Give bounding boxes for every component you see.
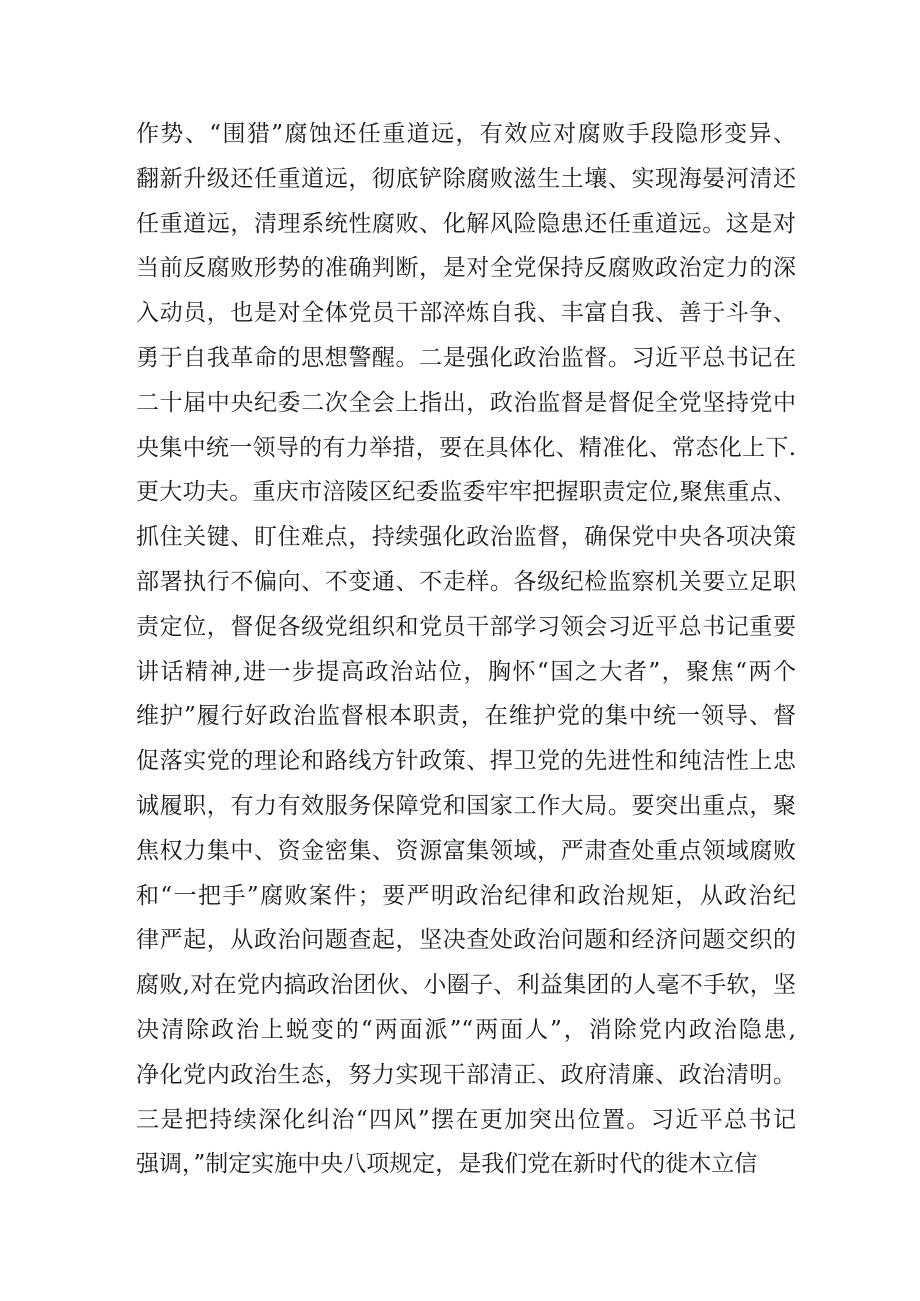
text-line: 责定位，督促各级党组织和党员干部学习领会习近平总书记重要 [136, 613, 796, 640]
text-line: 诚履职，有力有效服务保障党和国家工作大局。要突出重点，聚 [136, 792, 796, 819]
text-line: 强调，”制定实施中央八项规定，是我们党在新时代的徙木立信 [136, 1151, 758, 1178]
text-line: 讲话精神,进一步提高政治站位，胸怀“国之大者”，聚焦“两个 [136, 658, 796, 685]
text-line: 二十届中央纪委二次全会上指出，政治监督是督促全党坚持党中 [136, 389, 796, 416]
text-line: 作势、“围猎”腐蚀还任重道远，有效应对腐败手段隐形变异、 [136, 121, 796, 147]
text-line: 促落实党的理论和路线方针政策、捍卫党的先进性和纯洁性上忠 [136, 748, 796, 775]
text-line: 三是把持续深化纠治“四风”摆在更加突出位置。习近平总书记 [136, 1106, 796, 1133]
body-paragraph [136, 112, 796, 1187]
text-line: 部署执行不偏向、不变通、不走样。各级纪检监察机关要立足职 [136, 568, 796, 595]
text-line: 更大功夫。重庆市涪陵区纪委监委牢牢把握职责定位,聚焦重点、 [136, 479, 796, 506]
text-line: 任重道远，清理系统性腐败、化解风险隐患还任重道远。这是对 [136, 210, 796, 237]
text-line: 翻新升级还任重道远，彻底铲除腐败滋生土壤、实现海晏河清还 [136, 165, 796, 192]
text-line: 抓住关键、盯住难点，持续强化政治监督，确保党中央各项决策 [136, 524, 796, 551]
text-line: 和“一把手”腐败案件；要严明政治纪律和政治规矩，从政治纪 [136, 882, 796, 909]
text-line: 勇于自我革命的思想警醒。二是强化政治监督。习近平总书记在 [136, 344, 796, 371]
text-line: 央集中统一领导的有力举措，要在具体化、精准化、常态化上下. [136, 434, 796, 461]
text-line: 维护”履行好政治监督根本职责，在维护党的集中统一领导、督 [136, 703, 796, 730]
text-line: 焦权力集中、资金密集、资源富集领域，严肃查处重点领域腐败 [136, 837, 796, 864]
text-line: 净化党内政治生态，努力实现干部清正、政府清廉、政治清明。 [136, 1061, 796, 1088]
text-line: 入动员，也是对全体党员干部淬炼自我、丰富自我、善于斗争、 [136, 300, 796, 327]
text-line: 决清除政治上蜕变的“两面派”“两面人”，消除党内政治隐患, [136, 1016, 796, 1043]
text-line: 律严起，从政治问题查起，坚决查处政治问题和经济问题交织的 [136, 927, 796, 954]
text-line: 当前反腐败形势的准确判断，是对全党保持反腐败政治定力的深 [136, 255, 796, 282]
text-line: 腐败,对在党内搞政治团伙、小圈子、利益集团的人毫不手软，坚 [136, 972, 796, 999]
